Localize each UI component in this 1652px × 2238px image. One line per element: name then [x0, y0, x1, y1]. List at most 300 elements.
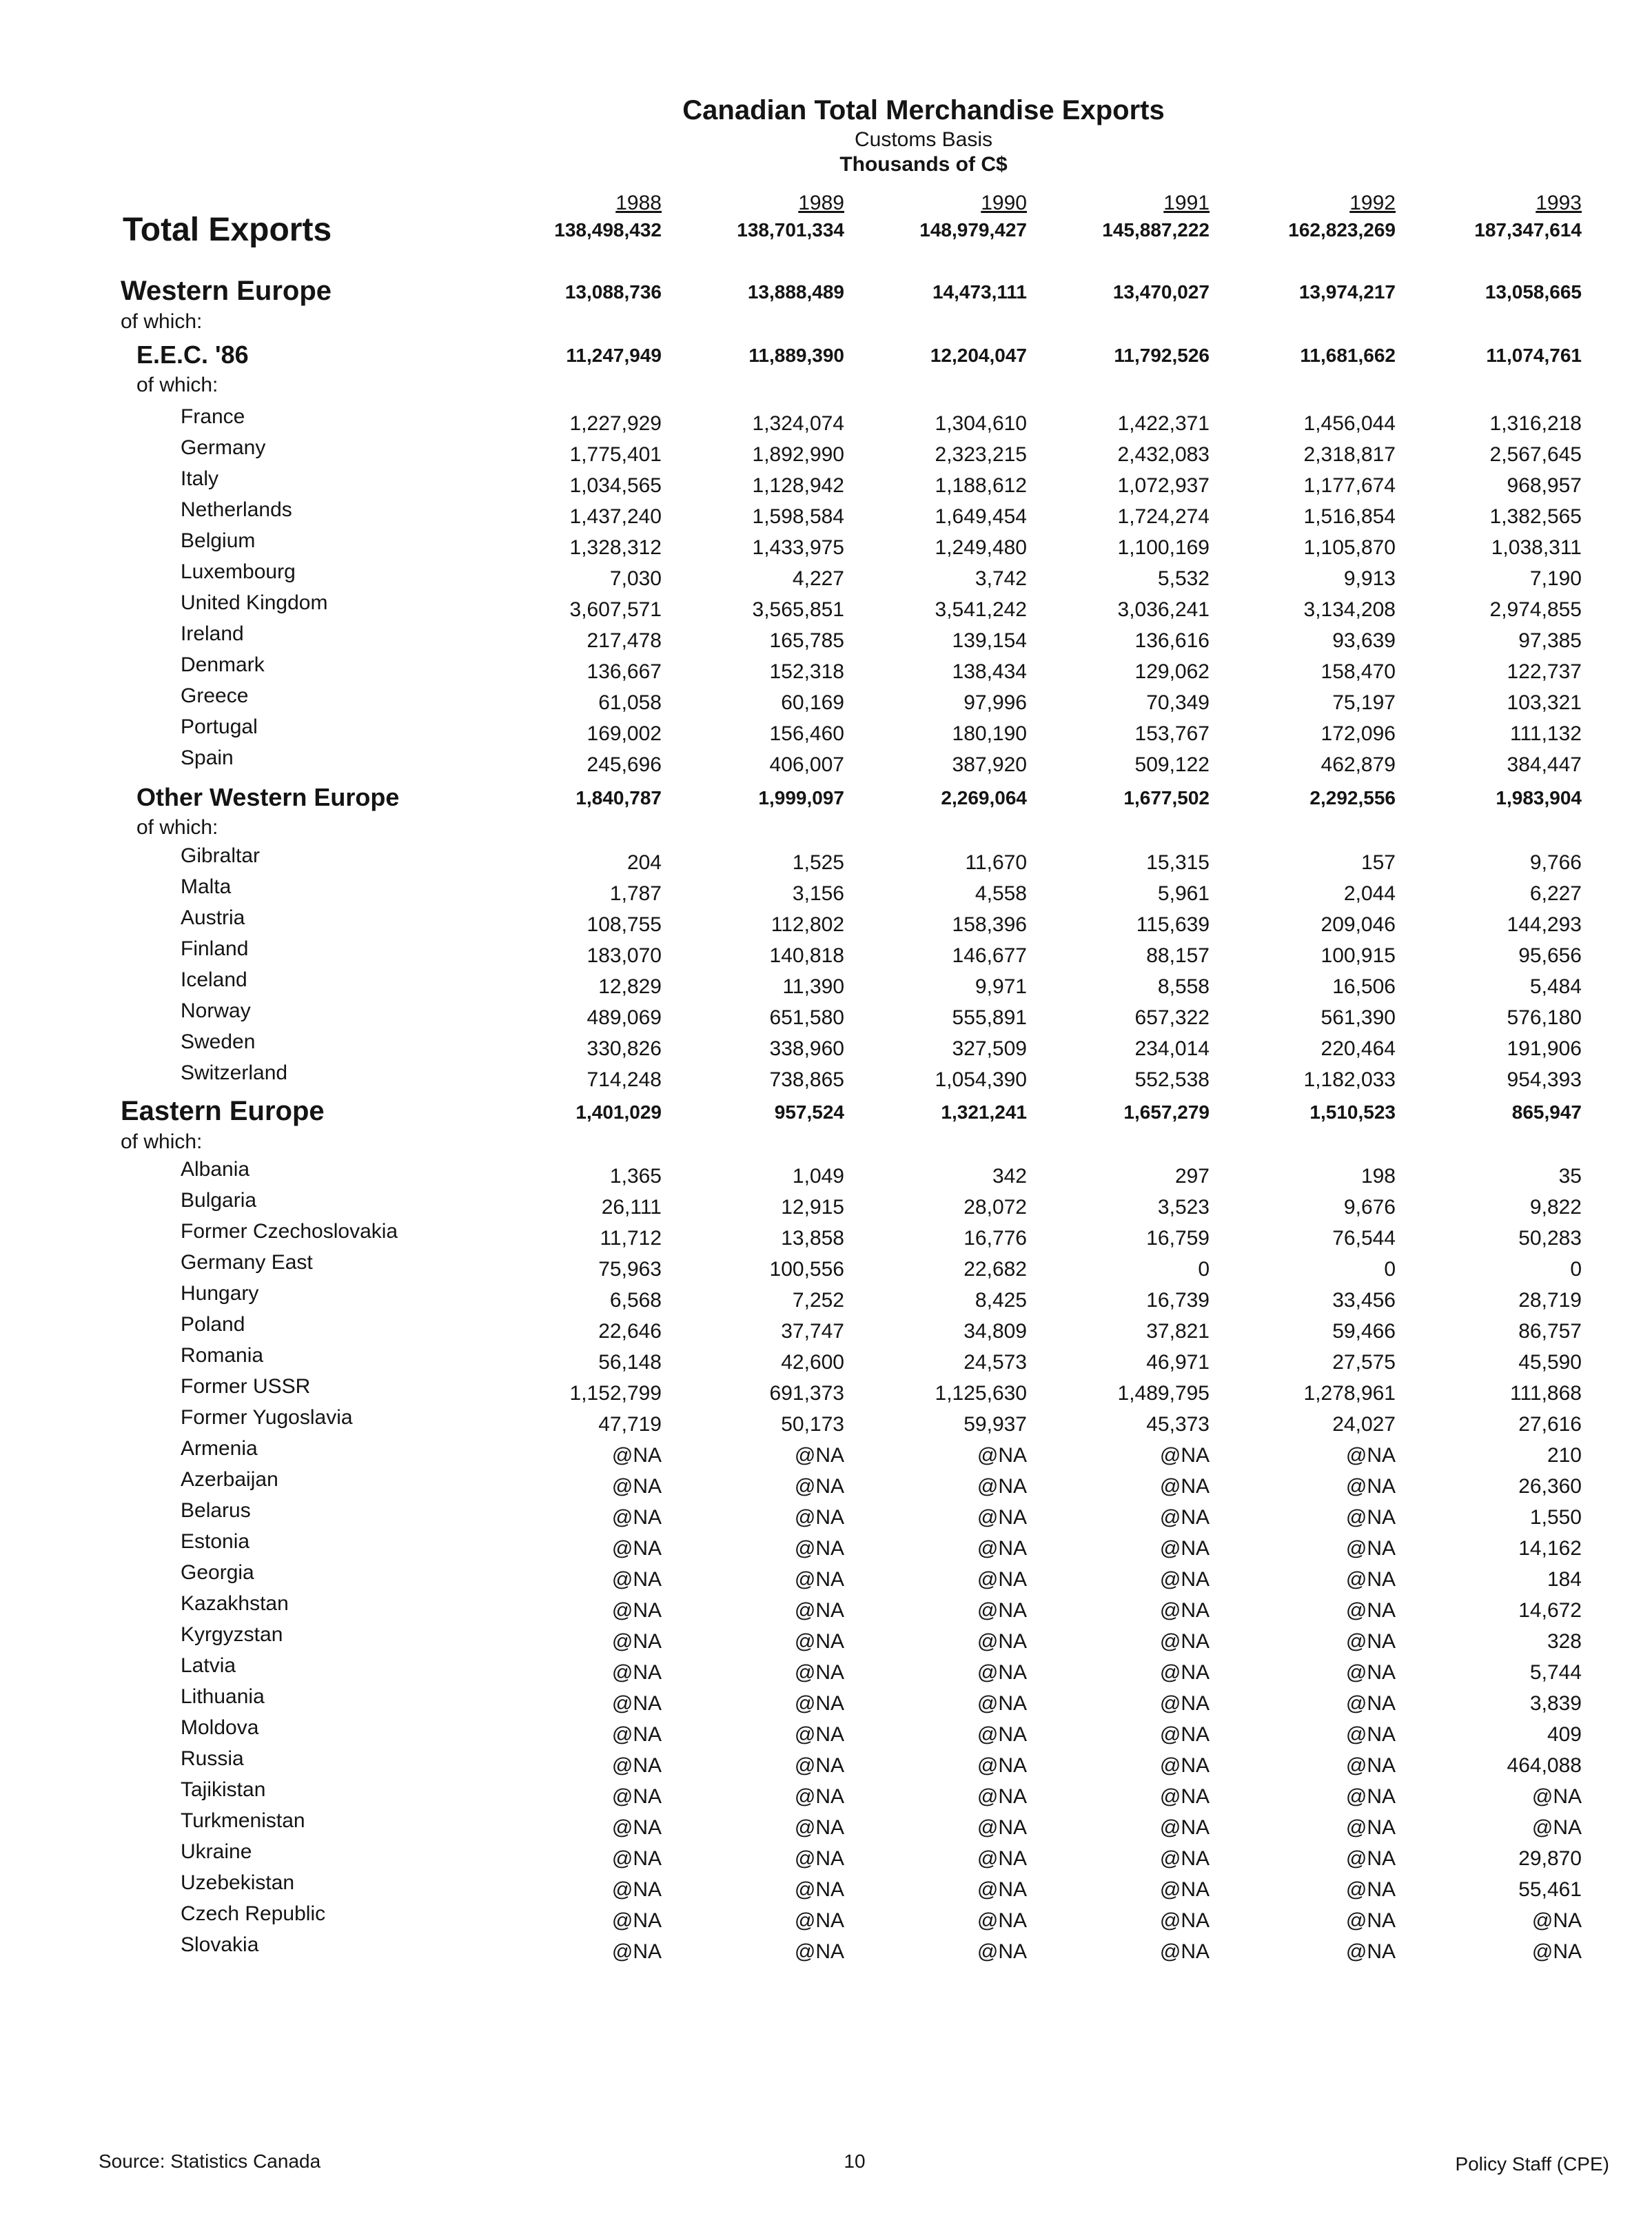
cell-1990: 342 — [992, 1165, 1027, 1188]
cell-1991: @NA — [1159, 1847, 1210, 1870]
cell-1989: @NA — [794, 1878, 844, 1901]
cell-1991: 5,961 — [1157, 882, 1210, 905]
cell-1992: 1,516,854 — [1303, 505, 1396, 528]
cell-1990: @NA — [977, 1630, 1027, 1653]
cell-1993: 187,347,614 — [1474, 219, 1582, 241]
cell-1991: 115,639 — [1136, 913, 1210, 936]
cell-1988: 6,568 — [609, 1289, 662, 1312]
cell-1992: 2,292,556 — [1309, 787, 1396, 808]
cell-1992: @NA — [1345, 1506, 1396, 1529]
cell-1988: 714,248 — [587, 1068, 662, 1091]
cell-1989: @NA — [794, 1816, 844, 1839]
cell-1990: 24,573 — [963, 1351, 1027, 1374]
cell-1991: 15,315 — [1146, 851, 1210, 874]
cell-1989: 11,889,390 — [748, 345, 844, 366]
cell-1988: 1,840,787 — [575, 787, 662, 808]
cell-1992: @NA — [1345, 1568, 1396, 1591]
cell-1992: 11,681,662 — [1300, 345, 1396, 366]
cell-1992: 100,915 — [1320, 944, 1396, 967]
cell-1988: @NA — [611, 1785, 662, 1808]
cell-1993: 144,293 — [1507, 913, 1582, 936]
cell-1993: 464,088 — [1507, 1754, 1582, 1777]
cell-1990: 555,891 — [952, 1006, 1027, 1029]
cell-1988: 22,646 — [598, 1320, 662, 1343]
cell-1993: 409 — [1547, 1723, 1582, 1746]
cell-1990: 22,682 — [963, 1258, 1027, 1281]
cell-1990: @NA — [977, 1723, 1027, 1746]
cell-1992: 16,506 — [1332, 975, 1396, 998]
cell-1990: 3,541,242 — [935, 598, 1027, 621]
cell-1993: @NA — [1531, 1909, 1582, 1932]
cell-1990: 327,509 — [952, 1037, 1027, 1060]
cell-1993: 2,567,645 — [1489, 443, 1582, 466]
cell-1989: 1,892,990 — [752, 443, 844, 466]
cell-1993: 865,947 — [1511, 1101, 1582, 1123]
cell-1993: 27,616 — [1518, 1413, 1582, 1436]
cell-1990: @NA — [977, 1692, 1027, 1715]
row-label: Former Yugoslavia — [181, 1406, 353, 1429]
cell-1992: 13,974,217 — [1298, 281, 1396, 303]
of-which-note: of which: — [136, 816, 218, 839]
cell-1988: 136,667 — [587, 660, 662, 683]
cell-1992: 1,182,033 — [1303, 1068, 1396, 1091]
cell-1993: 1,983,904 — [1496, 787, 1582, 808]
cell-1993: 1,550 — [1529, 1506, 1582, 1529]
row-label: Romania — [181, 1344, 264, 1367]
row-label: Western Europe — [121, 276, 332, 306]
cell-1989: 7,252 — [792, 1289, 844, 1312]
cell-1991: 70,349 — [1146, 691, 1210, 714]
cell-1993: 11,074,761 — [1486, 345, 1582, 366]
cell-1993: 1,382,565 — [1489, 505, 1582, 528]
cell-1993: 384,447 — [1507, 753, 1582, 776]
cell-1993: 191,906 — [1507, 1037, 1582, 1060]
cell-1993: 6,227 — [1529, 882, 1582, 905]
row-label: Uzebekistan — [181, 1871, 295, 1894]
cell-1990: 146,677 — [952, 944, 1027, 967]
cell-1993: 95,656 — [1518, 944, 1582, 967]
row-label: Albania — [181, 1158, 250, 1181]
cell-1991: @NA — [1159, 1630, 1210, 1653]
row-label: Norway — [181, 999, 251, 1022]
row-label: Former USSR — [181, 1375, 311, 1398]
cell-1993: 45,590 — [1518, 1351, 1582, 1374]
cell-1993: 111,132 — [1510, 722, 1582, 745]
cell-1991: 136,616 — [1134, 629, 1210, 652]
cell-1989: 60,169 — [781, 691, 844, 714]
cell-1988: 61,058 — [598, 691, 662, 714]
cell-1989: 100,556 — [769, 1258, 844, 1281]
cell-1990: @NA — [977, 1785, 1027, 1808]
cell-1991: @NA — [1159, 1568, 1210, 1591]
year-header-1993: 1993 — [1536, 192, 1582, 214]
cell-1991: 1,489,795 — [1117, 1382, 1210, 1405]
cell-1990: @NA — [977, 1816, 1027, 1839]
cell-1990: @NA — [977, 1847, 1027, 1870]
cell-1990: 148,979,427 — [919, 219, 1027, 241]
cell-1989: 3,156 — [792, 882, 844, 905]
cell-1990: @NA — [977, 1754, 1027, 1777]
cell-1990: 1,304,610 — [935, 412, 1027, 435]
cell-1988: @NA — [611, 1661, 662, 1684]
cell-1989: 957,524 — [774, 1101, 844, 1123]
row-label: Portugal — [181, 715, 258, 738]
cell-1988: 489,069 — [587, 1006, 662, 1029]
cell-1991: 1,677,502 — [1123, 787, 1210, 808]
cell-1989: 37,747 — [781, 1320, 844, 1343]
cell-1989: @NA — [794, 1568, 844, 1591]
cell-1993: 55,461 — [1518, 1878, 1582, 1901]
cell-1992: 9,913 — [1343, 567, 1396, 590]
cell-1992: @NA — [1345, 1630, 1396, 1653]
cell-1992: @NA — [1345, 1878, 1396, 1901]
cell-1993: 210 — [1547, 1444, 1582, 1467]
cell-1990: 34,809 — [963, 1320, 1027, 1343]
cell-1991: 16,759 — [1146, 1227, 1210, 1250]
row-label: Germany East — [181, 1251, 313, 1274]
cell-1993: 97,385 — [1518, 629, 1582, 652]
cell-1991: 16,739 — [1146, 1289, 1210, 1312]
row-label: Greece — [181, 684, 249, 707]
cell-1989: @NA — [794, 1599, 844, 1622]
cell-1988: 1,401,029 — [575, 1101, 662, 1123]
row-label: Switzerland — [181, 1061, 288, 1084]
cell-1990: 1,249,480 — [935, 536, 1027, 559]
cell-1989: 156,460 — [769, 722, 844, 745]
cell-1989: 112,802 — [771, 913, 844, 936]
cell-1989: @NA — [794, 1940, 844, 1963]
cell-1988: 1,775,401 — [569, 443, 662, 466]
row-label: Poland — [181, 1313, 245, 1336]
cell-1993: 1,038,311 — [1491, 536, 1582, 559]
cell-1990: 1,054,390 — [935, 1068, 1027, 1091]
cell-1988: @NA — [611, 1506, 662, 1529]
cell-1992: 1,177,674 — [1303, 474, 1396, 497]
cell-1988: 3,607,571 — [569, 598, 662, 621]
row-label: Denmark — [181, 653, 265, 676]
cell-1988: 11,712 — [600, 1227, 662, 1250]
cell-1993: 35 — [1558, 1165, 1582, 1188]
row-label: Total Exports — [123, 212, 332, 248]
cell-1990: 1,649,454 — [935, 505, 1027, 528]
cell-1992: 198 — [1360, 1165, 1396, 1188]
cell-1988: @NA — [611, 1537, 662, 1560]
cell-1992: @NA — [1345, 1444, 1396, 1467]
cell-1990: 2,323,215 — [935, 443, 1027, 466]
cell-1989: @NA — [794, 1909, 844, 1932]
cell-1989: 1,128,942 — [752, 474, 844, 497]
row-label: Belgium — [181, 529, 256, 552]
cell-1990: 28,072 — [963, 1196, 1027, 1219]
cell-1993: 50,283 — [1518, 1227, 1582, 1250]
cell-1988: 13,088,736 — [564, 281, 662, 303]
units-note: Thousands of C$ — [839, 153, 1008, 176]
cell-1989: 140,818 — [769, 944, 844, 967]
cell-1991: 88,157 — [1146, 944, 1210, 967]
row-label: Former Czechoslovakia — [181, 1220, 398, 1243]
cell-1988: 75,963 — [598, 1258, 662, 1281]
cell-1991: 657,322 — [1134, 1006, 1210, 1029]
cell-1991: @NA — [1159, 1692, 1210, 1715]
cell-1989: @NA — [794, 1506, 844, 1529]
cell-1991: 3,036,241 — [1117, 598, 1210, 621]
cell-1993: 3,839 — [1529, 1692, 1582, 1715]
cell-1988: @NA — [611, 1568, 662, 1591]
cell-1988: 1,152,799 — [569, 1382, 662, 1405]
cell-1988: 1,365 — [609, 1165, 662, 1188]
cell-1988: 47,719 — [598, 1413, 662, 1436]
cell-1991: 234,014 — [1134, 1037, 1210, 1060]
cell-1989: 138,701,334 — [737, 219, 844, 241]
cell-1991: 11,792,526 — [1114, 345, 1210, 366]
cell-1989: 13,888,489 — [747, 281, 844, 303]
cell-1989: 1,049 — [792, 1165, 844, 1188]
row-label: Moldova — [181, 1716, 259, 1739]
cell-1992: @NA — [1345, 1537, 1396, 1560]
cell-1991: 509,122 — [1134, 753, 1210, 776]
cell-1993: 968,957 — [1507, 474, 1582, 497]
cell-1988: 1,787 — [609, 882, 662, 905]
cell-1990: 14,473,111 — [932, 281, 1027, 303]
cell-1989: 12,915 — [781, 1196, 844, 1219]
row-label: Belarus — [181, 1499, 251, 1522]
cell-1990: 158,396 — [952, 913, 1027, 936]
cell-1992: 76,544 — [1332, 1227, 1396, 1250]
page-subtitle: Customs Basis — [854, 128, 993, 151]
cell-1990: @NA — [977, 1599, 1027, 1622]
row-label: Russia — [181, 1747, 244, 1770]
cell-1988: 330,826 — [587, 1037, 662, 1060]
cell-1988: 183,070 — [587, 944, 662, 967]
cell-1990: 59,937 — [963, 1413, 1027, 1436]
cell-1992: 561,390 — [1320, 1006, 1396, 1029]
cell-1990: @NA — [977, 1537, 1027, 1560]
cell-1989: 42,600 — [781, 1351, 844, 1374]
cell-1991: @NA — [1159, 1723, 1210, 1746]
cell-1991: 1,724,274 — [1117, 505, 1210, 528]
cell-1992: 157 — [1360, 851, 1396, 874]
cell-1992: 158,470 — [1320, 660, 1396, 683]
cell-1988: @NA — [611, 1475, 662, 1498]
cell-1993: 29,870 — [1518, 1847, 1582, 1870]
cell-1990: 8,425 — [975, 1289, 1027, 1312]
cell-1989: 50,173 — [781, 1413, 844, 1436]
cell-1991: @NA — [1159, 1940, 1210, 1963]
cell-1989: 1,999,097 — [758, 787, 844, 808]
cell-1989: 338,960 — [769, 1037, 844, 1060]
cell-1993: 576,180 — [1507, 1006, 1582, 1029]
cell-1992: 0 — [1384, 1258, 1396, 1281]
cell-1992: @NA — [1345, 1692, 1396, 1715]
cell-1990: @NA — [977, 1506, 1027, 1529]
cell-1992: 2,044 — [1343, 882, 1396, 905]
page-title: Canadian Total Merchandise Exports — [682, 95, 1165, 125]
cell-1993: 13,058,665 — [1485, 281, 1582, 303]
cell-1990: 12,204,047 — [930, 345, 1027, 366]
row-label: Luxembourg — [181, 560, 296, 583]
cell-1993: 184 — [1547, 1568, 1582, 1591]
cell-1990: 138,434 — [952, 660, 1027, 683]
cell-1991: @NA — [1159, 1475, 1210, 1498]
cell-1989: 165,785 — [769, 629, 844, 652]
cell-1991: 46,971 — [1146, 1351, 1210, 1374]
row-label: Azerbaijan — [181, 1468, 278, 1491]
cell-1993: 86,757 — [1518, 1320, 1582, 1343]
cell-1989: @NA — [794, 1661, 844, 1684]
cell-1991: @NA — [1159, 1754, 1210, 1777]
cell-1991: 297 — [1174, 1165, 1210, 1188]
cell-1991: 1,657,279 — [1123, 1101, 1210, 1123]
page-number: 10 — [844, 2150, 866, 2172]
cell-1992: 1,278,961 — [1303, 1382, 1396, 1405]
cell-1992: 9,676 — [1343, 1196, 1396, 1219]
cell-1989: 1,525 — [792, 851, 844, 874]
cell-1989: 651,580 — [769, 1006, 844, 1029]
row-label: Ukraine — [181, 1840, 252, 1863]
cell-1989: @NA — [794, 1723, 844, 1746]
cell-1992: @NA — [1345, 1847, 1396, 1870]
cell-1991: 0 — [1198, 1258, 1210, 1281]
cell-1991: 8,558 — [1157, 975, 1210, 998]
cell-1990: 16,776 — [963, 1227, 1027, 1250]
cell-1991: @NA — [1159, 1537, 1210, 1560]
cell-1991: @NA — [1159, 1909, 1210, 1932]
cell-1990: 387,920 — [952, 753, 1027, 776]
cell-1988: 1,437,240 — [569, 505, 662, 528]
cell-1990: @NA — [977, 1909, 1027, 1932]
cell-1990: 1,125,630 — [935, 1382, 1027, 1405]
row-label: Hungary — [181, 1282, 259, 1305]
cell-1990: 9,971 — [975, 975, 1027, 998]
cell-1992: @NA — [1345, 1661, 1396, 1684]
cell-1990: 11,670 — [965, 851, 1027, 874]
cell-1989: 1,324,074 — [752, 412, 844, 435]
row-label: Ireland — [181, 622, 244, 645]
row-label: Lithuania — [181, 1685, 265, 1708]
cell-1993: @NA — [1531, 1785, 1582, 1808]
cell-1993: 328 — [1547, 1630, 1582, 1653]
cell-1992: 172,096 — [1320, 722, 1396, 745]
cell-1989: 1,598,584 — [752, 505, 844, 528]
cell-1990: @NA — [977, 1661, 1027, 1684]
cell-1990: @NA — [977, 1568, 1027, 1591]
cell-1992: @NA — [1345, 1599, 1396, 1622]
cell-1988: 1,328,312 — [569, 536, 662, 559]
cell-1993: 5,484 — [1529, 975, 1582, 998]
cell-1989: @NA — [794, 1847, 844, 1870]
cell-1991: @NA — [1159, 1785, 1210, 1808]
cell-1988: 26,111 — [601, 1196, 662, 1219]
cell-1992: @NA — [1345, 1475, 1396, 1498]
cell-1988: @NA — [611, 1754, 662, 1777]
cell-1991: 1,422,371 — [1117, 412, 1210, 435]
year-header-1989: 1989 — [798, 192, 844, 214]
cell-1993: 1,316,218 — [1489, 412, 1582, 435]
cell-1988: 108,755 — [587, 913, 662, 936]
cell-1988: 56,148 — [598, 1351, 662, 1374]
cell-1989: @NA — [794, 1475, 844, 1498]
cell-1988: @NA — [611, 1692, 662, 1715]
row-label: Kazakhstan — [181, 1592, 289, 1615]
row-label: France — [181, 405, 245, 428]
cell-1991: @NA — [1159, 1444, 1210, 1467]
cell-1991: 129,062 — [1134, 660, 1210, 683]
cell-1988: @NA — [611, 1444, 662, 1467]
footer-right: Policy Staff (CPE) — [1455, 2153, 1609, 2175]
cell-1990: 1,321,241 — [941, 1101, 1027, 1123]
cell-1988: @NA — [611, 1878, 662, 1901]
cell-1990: 97,996 — [963, 691, 1027, 714]
cell-1990: @NA — [977, 1940, 1027, 1963]
year-header-1991: 1991 — [1163, 192, 1210, 214]
cell-1991: 552,538 — [1134, 1068, 1210, 1091]
cell-1990: @NA — [977, 1475, 1027, 1498]
cell-1993: 2,974,855 — [1489, 598, 1582, 621]
row-label: Austria — [181, 906, 245, 929]
row-label: Czech Republic — [181, 1902, 326, 1925]
cell-1989: @NA — [794, 1444, 844, 1467]
cell-1989: 738,865 — [769, 1068, 844, 1091]
cell-1989: 4,227 — [792, 567, 844, 590]
cell-1992: 75,197 — [1332, 691, 1396, 714]
row-label: Estonia — [181, 1530, 250, 1553]
cell-1991: 13,470,027 — [1112, 281, 1210, 303]
cell-1990: 4,558 — [975, 882, 1027, 905]
cell-1991: 5,532 — [1157, 567, 1210, 590]
row-label: Netherlands — [181, 498, 292, 521]
cell-1989: @NA — [794, 1785, 844, 1808]
cell-1991: 145,887,222 — [1102, 219, 1210, 241]
row-label: Other Western Europe — [136, 783, 400, 811]
cell-1991: 1,100,169 — [1117, 536, 1210, 559]
cell-1993: 111,868 — [1510, 1382, 1582, 1405]
row-label: E.E.C. '86 — [136, 340, 249, 369]
cell-1988: @NA — [611, 1940, 662, 1963]
cell-1988: @NA — [611, 1816, 662, 1839]
row-label: Italy — [181, 467, 219, 490]
cell-1988: 1,034,565 — [569, 474, 662, 497]
cell-1988: @NA — [611, 1630, 662, 1653]
cell-1988: 12,829 — [598, 975, 662, 998]
cell-1989: 691,373 — [769, 1382, 844, 1405]
cell-1988: 7,030 — [609, 567, 662, 590]
cell-1993: 7,190 — [1529, 567, 1582, 590]
cell-1989: @NA — [794, 1537, 844, 1560]
cell-1991: 2,432,083 — [1117, 443, 1210, 466]
row-label: Malta — [181, 875, 232, 898]
year-header-1990: 1990 — [981, 192, 1027, 214]
cell-1989: @NA — [794, 1630, 844, 1653]
cell-1990: @NA — [977, 1444, 1027, 1467]
cell-1991: 37,821 — [1146, 1320, 1210, 1343]
cell-1989: 3,565,851 — [752, 598, 844, 621]
cell-1993: 103,321 — [1507, 691, 1582, 714]
row-label: Bulgaria — [181, 1189, 257, 1212]
cell-1992: @NA — [1345, 1754, 1396, 1777]
cell-1993: 9,822 — [1529, 1196, 1582, 1219]
row-label: Armenia — [181, 1437, 258, 1460]
cell-1992: @NA — [1345, 1723, 1396, 1746]
of-which-note: of which: — [136, 374, 218, 396]
cell-1993: 0 — [1570, 1258, 1582, 1281]
cell-1993: 954,393 — [1507, 1068, 1582, 1091]
cell-1988: @NA — [611, 1909, 662, 1932]
cell-1988: 204 — [626, 851, 662, 874]
cell-1991: @NA — [1159, 1661, 1210, 1684]
cell-1988: 169,002 — [587, 722, 662, 745]
cell-1992: 162,823,269 — [1288, 219, 1396, 241]
row-label: Germany — [181, 436, 266, 459]
